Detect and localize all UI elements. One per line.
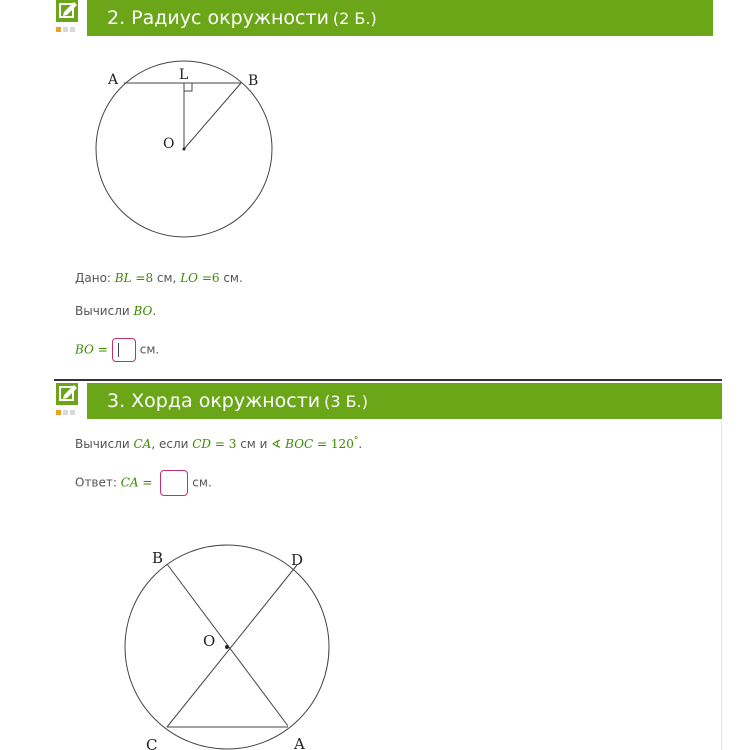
task3-title: 3. Хорда окружности	[107, 390, 321, 412]
var-ca: CA	[133, 437, 152, 451]
task3-header	[54, 383, 368, 421]
var-cd: CD	[192, 437, 212, 451]
task2-answer-input[interactable]	[112, 338, 136, 362]
task2-circle-diagram	[90, 55, 290, 250]
task2-title: 2. Радиус окружности	[107, 7, 329, 29]
answer-prefix: Ответ:	[75, 475, 121, 490]
task3-answer-input[interactable]	[160, 470, 188, 496]
var-bo: BO	[133, 304, 153, 318]
lo-value: =6	[198, 271, 220, 285]
task2-label-o: O	[163, 136, 175, 152]
compute-suffix: .	[152, 304, 157, 318]
task2-title-bar	[87, 0, 713, 36]
task2-label-l: L	[179, 67, 189, 83]
var-bl: BL	[114, 271, 132, 285]
compute-prefix: Вычисли	[75, 437, 134, 451]
task2-label-b: B	[248, 73, 259, 89]
section-divider	[54, 379, 722, 381]
task3-label-o: O	[203, 632, 216, 650]
edit-task-icon	[54, 383, 84, 421]
bl-value: =8	[131, 271, 154, 285]
answer-eq: =	[93, 342, 108, 357]
task3-compute-line	[75, 436, 362, 451]
task2-given-line	[75, 271, 243, 285]
answer-eq: =	[138, 475, 157, 490]
answer-var-ca: CA	[120, 475, 139, 490]
if-text: , если	[151, 437, 193, 451]
task3-label-d: D	[291, 551, 304, 569]
var-boc: BOC	[281, 437, 314, 451]
task3-title-bar	[87, 383, 722, 419]
task3-circle-diagram	[120, 540, 340, 750]
compute-prefix: Вычисли	[75, 304, 134, 318]
task2-header	[54, 0, 377, 38]
bl-unit: см,	[153, 271, 181, 285]
task3-points: (3 Б.)	[324, 391, 368, 411]
task3-answer-line	[75, 470, 212, 496]
answer-unit: см.	[139, 342, 160, 357]
lo-unit: см.	[219, 271, 243, 285]
task2-label-a: A	[108, 72, 119, 88]
degree-symbol: °	[353, 436, 359, 446]
angle-symbol: ∢	[271, 437, 282, 451]
edit-task-icon	[54, 0, 84, 38]
task2-points: (2 Б.)	[332, 8, 377, 28]
task2-answer-line	[75, 338, 159, 362]
var-lo: LO	[180, 271, 198, 285]
task2-segment-ob	[184, 83, 241, 149]
answer-var-bo: BO	[75, 342, 94, 357]
task3-label-a: A	[294, 735, 305, 750]
panel-right-border	[721, 420, 722, 750]
task2-center-point	[183, 148, 186, 151]
task3-label-b: B	[152, 549, 164, 567]
end-period: .	[358, 437, 363, 451]
task2-compute-line	[75, 304, 156, 318]
cd-unit: см и	[236, 437, 272, 451]
answer-unit: см.	[192, 475, 212, 490]
given-prefix: Дано:	[75, 271, 115, 285]
task3-label-c: C	[146, 736, 158, 750]
cd-value: = 3	[211, 437, 237, 451]
task3-center-point	[225, 645, 229, 649]
task3-diameter-ba	[167, 564, 288, 726]
task2-right-angle-mark	[184, 83, 192, 91]
boc-value: = 120	[313, 437, 354, 451]
